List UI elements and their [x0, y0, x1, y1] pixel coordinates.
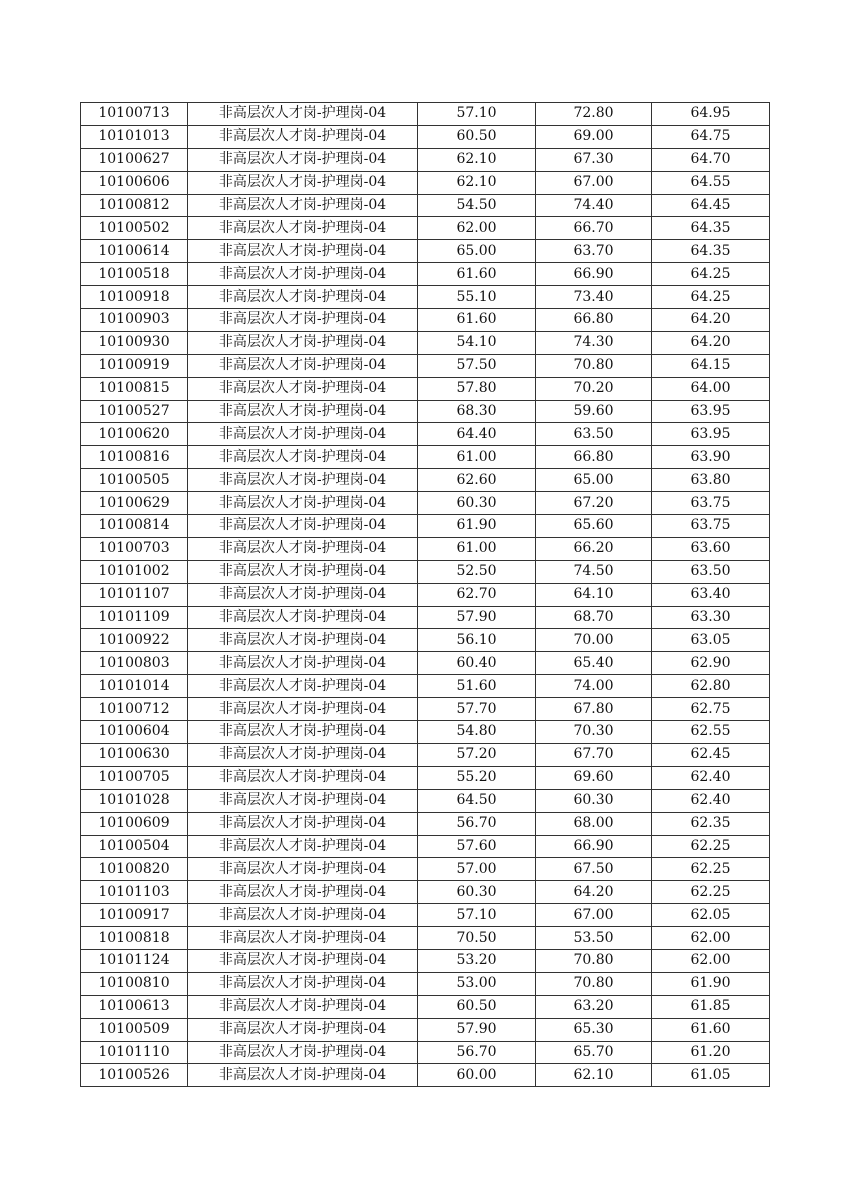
candidate-id-cell: 10100606: [81, 171, 188, 194]
total-score-cell: 64.45: [652, 194, 770, 217]
candidate-id-cell: 10100527: [81, 400, 188, 423]
total-score-cell: 62.05: [652, 904, 770, 927]
total-score-cell: 63.95: [652, 423, 770, 446]
total-score-cell: 63.50: [652, 560, 770, 583]
total-score-cell: 64.25: [652, 263, 770, 286]
candidate-id-cell: 10100604: [81, 721, 188, 744]
candidate-id-cell: 10100504: [81, 835, 188, 858]
table-row: [81, 812, 770, 835]
written-score-cell: 61.90: [418, 515, 536, 538]
interview-score-cell: 68.00: [536, 812, 652, 835]
total-score-cell: 63.40: [652, 583, 770, 606]
candidate-id-cell: 10101107: [81, 583, 188, 606]
total-score-cell: 64.35: [652, 217, 770, 240]
table-row: [81, 331, 770, 354]
interview-score-cell: 74.00: [536, 675, 652, 698]
table-row: [81, 972, 770, 995]
written-score-cell: 64.50: [418, 789, 536, 812]
table-row: [81, 721, 770, 744]
table-row: [81, 103, 770, 126]
total-score-cell: 64.55: [652, 171, 770, 194]
position-cell: 非高层次人才岗-护理岗-04: [188, 263, 418, 286]
written-score-cell: 54.50: [418, 194, 536, 217]
table-row: [81, 469, 770, 492]
interview-score-cell: 70.00: [536, 629, 652, 652]
table-row: [81, 560, 770, 583]
interview-score-cell: 69.00: [536, 125, 652, 148]
candidate-id-cell: 10101103: [81, 881, 188, 904]
written-score-cell: 54.80: [418, 721, 536, 744]
position-cell: 非高层次人才岗-护理岗-04: [188, 881, 418, 904]
total-score-cell: 63.80: [652, 469, 770, 492]
total-score-cell: 62.25: [652, 835, 770, 858]
position-cell: 非高层次人才岗-护理岗-04: [188, 103, 418, 126]
interview-score-cell: 66.80: [536, 446, 652, 469]
written-score-cell: 57.60: [418, 835, 536, 858]
table-row: [81, 1041, 770, 1064]
total-score-cell: 63.05: [652, 629, 770, 652]
position-cell: 非高层次人才岗-护理岗-04: [188, 377, 418, 400]
candidate-id-cell: 10101028: [81, 789, 188, 812]
interview-score-cell: 65.40: [536, 652, 652, 675]
table-row: [81, 171, 770, 194]
position-cell: 非高层次人才岗-护理岗-04: [188, 766, 418, 789]
candidate-id-cell: 10100814: [81, 515, 188, 538]
table-row: [81, 766, 770, 789]
total-score-cell: 62.00: [652, 949, 770, 972]
table-row: [81, 995, 770, 1018]
interview-score-cell: 74.50: [536, 560, 652, 583]
position-cell: 非高层次人才岗-护理岗-04: [188, 927, 418, 950]
position-cell: 非高层次人才岗-护理岗-04: [188, 309, 418, 332]
candidate-id-cell: 10100812: [81, 194, 188, 217]
written-score-cell: 57.80: [418, 377, 536, 400]
interview-score-cell: 66.90: [536, 263, 652, 286]
table-row: [81, 125, 770, 148]
interview-score-cell: 63.20: [536, 995, 652, 1018]
candidate-id-cell: 10101014: [81, 675, 188, 698]
total-score-cell: 64.00: [652, 377, 770, 400]
candidate-id-cell: 10100614: [81, 240, 188, 263]
interview-score-cell: 69.60: [536, 766, 652, 789]
candidate-id-cell: 10100518: [81, 263, 188, 286]
interview-score-cell: 64.10: [536, 583, 652, 606]
candidate-id-cell: 10100820: [81, 858, 188, 881]
candidate-id-cell: 10100816: [81, 446, 188, 469]
table-row: [81, 904, 770, 927]
candidate-id-cell: 10100609: [81, 812, 188, 835]
table-row: [81, 858, 770, 881]
position-cell: 非高层次人才岗-护理岗-04: [188, 1064, 418, 1087]
candidate-id-cell: 10100803: [81, 652, 188, 675]
total-score-cell: 62.40: [652, 789, 770, 812]
interview-score-cell: 63.50: [536, 423, 652, 446]
position-cell: 非高层次人才岗-护理岗-04: [188, 629, 418, 652]
total-score-cell: 63.75: [652, 492, 770, 515]
position-cell: 非高层次人才岗-护理岗-04: [188, 995, 418, 1018]
position-cell: 非高层次人才岗-护理岗-04: [188, 515, 418, 538]
candidate-id-cell: 10100818: [81, 927, 188, 950]
total-score-cell: 62.00: [652, 927, 770, 950]
written-score-cell: 61.60: [418, 309, 536, 332]
candidate-id-cell: 10100705: [81, 766, 188, 789]
position-cell: 非高层次人才岗-护理岗-04: [188, 286, 418, 309]
total-score-cell: 64.20: [652, 309, 770, 332]
candidate-id-cell: 10100620: [81, 423, 188, 446]
interview-score-cell: 74.40: [536, 194, 652, 217]
written-score-cell: 61.00: [418, 446, 536, 469]
written-score-cell: 68.30: [418, 400, 536, 423]
total-score-cell: 61.20: [652, 1041, 770, 1064]
candidate-id-cell: 10100627: [81, 148, 188, 171]
table-row: [81, 835, 770, 858]
candidate-id-cell: 10100919: [81, 354, 188, 377]
table-row: [81, 789, 770, 812]
table-row: [81, 286, 770, 309]
written-score-cell: 61.60: [418, 263, 536, 286]
total-score-cell: 62.40: [652, 766, 770, 789]
score-table-body: [81, 103, 770, 1087]
table-row: [81, 583, 770, 606]
table-row: [81, 400, 770, 423]
candidate-id-cell: 10100526: [81, 1064, 188, 1087]
interview-score-cell: 68.70: [536, 606, 652, 629]
written-score-cell: 57.10: [418, 904, 536, 927]
total-score-cell: 64.25: [652, 286, 770, 309]
table-row: [81, 377, 770, 400]
total-score-cell: 64.20: [652, 331, 770, 354]
written-score-cell: 60.30: [418, 881, 536, 904]
written-score-cell: 60.50: [418, 125, 536, 148]
table-row: [81, 194, 770, 217]
total-score-cell: 63.90: [652, 446, 770, 469]
table-row: [81, 1018, 770, 1041]
position-cell: 非高层次人才岗-护理岗-04: [188, 354, 418, 377]
written-score-cell: 57.50: [418, 354, 536, 377]
interview-score-cell: 70.80: [536, 354, 652, 377]
candidate-id-cell: 10100815: [81, 377, 188, 400]
total-score-cell: 61.60: [652, 1018, 770, 1041]
written-score-cell: 56.70: [418, 1041, 536, 1064]
written-score-cell: 61.00: [418, 537, 536, 560]
table-row: [81, 629, 770, 652]
position-cell: 非高层次人才岗-护理岗-04: [188, 492, 418, 515]
written-score-cell: 55.20: [418, 766, 536, 789]
interview-score-cell: 59.60: [536, 400, 652, 423]
position-cell: 非高层次人才岗-护理岗-04: [188, 835, 418, 858]
candidate-id-cell: 10100930: [81, 331, 188, 354]
total-score-cell: 62.45: [652, 743, 770, 766]
table-row: [81, 1064, 770, 1087]
interview-score-cell: 67.20: [536, 492, 652, 515]
candidate-id-cell: 10101002: [81, 560, 188, 583]
candidate-id-cell: 10101109: [81, 606, 188, 629]
table-row: [81, 148, 770, 171]
written-score-cell: 62.00: [418, 217, 536, 240]
interview-score-cell: 66.90: [536, 835, 652, 858]
total-score-cell: 63.75: [652, 515, 770, 538]
written-score-cell: 70.50: [418, 927, 536, 950]
position-cell: 非高层次人才岗-护理岗-04: [188, 537, 418, 560]
written-score-cell: 56.10: [418, 629, 536, 652]
position-cell: 非高层次人才岗-护理岗-04: [188, 1041, 418, 1064]
position-cell: 非高层次人才岗-护理岗-04: [188, 972, 418, 995]
total-score-cell: 61.85: [652, 995, 770, 1018]
position-cell: 非高层次人才岗-护理岗-04: [188, 949, 418, 972]
interview-score-cell: 70.20: [536, 377, 652, 400]
position-cell: 非高层次人才岗-护理岗-04: [188, 1018, 418, 1041]
candidate-id-cell: 10101124: [81, 949, 188, 972]
interview-score-cell: 67.70: [536, 743, 652, 766]
position-cell: 非高层次人才岗-护理岗-04: [188, 904, 418, 927]
written-score-cell: 60.40: [418, 652, 536, 675]
position-cell: 非高层次人才岗-护理岗-04: [188, 423, 418, 446]
position-cell: 非高层次人才岗-护理岗-04: [188, 721, 418, 744]
total-score-cell: 62.25: [652, 881, 770, 904]
position-cell: 非高层次人才岗-护理岗-04: [188, 125, 418, 148]
interview-score-cell: 66.80: [536, 309, 652, 332]
score-table: [80, 102, 770, 1087]
interview-score-cell: 67.00: [536, 171, 652, 194]
table-row: [81, 675, 770, 698]
table-row: [81, 515, 770, 538]
written-score-cell: 56.70: [418, 812, 536, 835]
position-cell: 非高层次人才岗-护理岗-04: [188, 331, 418, 354]
total-score-cell: 64.70: [652, 148, 770, 171]
candidate-id-cell: 10100509: [81, 1018, 188, 1041]
written-score-cell: 62.10: [418, 171, 536, 194]
written-score-cell: 55.10: [418, 286, 536, 309]
written-score-cell: 62.70: [418, 583, 536, 606]
interview-score-cell: 64.20: [536, 881, 652, 904]
position-cell: 非高层次人才岗-护理岗-04: [188, 400, 418, 423]
table-row: [81, 423, 770, 446]
table-row: [81, 217, 770, 240]
candidate-id-cell: 10100703: [81, 537, 188, 560]
written-score-cell: 57.90: [418, 1018, 536, 1041]
interview-score-cell: 62.10: [536, 1064, 652, 1087]
table-row: [81, 927, 770, 950]
written-score-cell: 57.90: [418, 606, 536, 629]
total-score-cell: 61.90: [652, 972, 770, 995]
candidate-id-cell: 10100810: [81, 972, 188, 995]
written-score-cell: 53.00: [418, 972, 536, 995]
position-cell: 非高层次人才岗-护理岗-04: [188, 583, 418, 606]
written-score-cell: 53.20: [418, 949, 536, 972]
candidate-id-cell: 10100903: [81, 309, 188, 332]
interview-score-cell: 65.60: [536, 515, 652, 538]
written-score-cell: 57.70: [418, 698, 536, 721]
written-score-cell: 60.30: [418, 492, 536, 515]
position-cell: 非高层次人才岗-护理岗-04: [188, 675, 418, 698]
table-row: [81, 698, 770, 721]
interview-score-cell: 66.20: [536, 537, 652, 560]
total-score-cell: 62.80: [652, 675, 770, 698]
table-row: [81, 446, 770, 469]
position-cell: 非高层次人才岗-护理岗-04: [188, 446, 418, 469]
position-cell: 非高层次人才岗-护理岗-04: [188, 194, 418, 217]
position-cell: 非高层次人才岗-护理岗-04: [188, 789, 418, 812]
position-cell: 非高层次人才岗-护理岗-04: [188, 560, 418, 583]
position-cell: 非高层次人才岗-护理岗-04: [188, 698, 418, 721]
interview-score-cell: 65.00: [536, 469, 652, 492]
position-cell: 非高层次人才岗-护理岗-04: [188, 858, 418, 881]
table-row: [81, 309, 770, 332]
candidate-id-cell: 10101013: [81, 125, 188, 148]
total-score-cell: 62.25: [652, 858, 770, 881]
total-score-cell: 63.30: [652, 606, 770, 629]
written-score-cell: 60.00: [418, 1064, 536, 1087]
interview-score-cell: 72.80: [536, 103, 652, 126]
candidate-id-cell: 10100505: [81, 469, 188, 492]
candidate-id-cell: 10100922: [81, 629, 188, 652]
written-score-cell: 52.50: [418, 560, 536, 583]
total-score-cell: 64.35: [652, 240, 770, 263]
table-row: [81, 652, 770, 675]
table-row: [81, 537, 770, 560]
total-score-cell: 64.15: [652, 354, 770, 377]
interview-score-cell: 53.50: [536, 927, 652, 950]
table-row: [81, 881, 770, 904]
candidate-id-cell: 10100629: [81, 492, 188, 515]
candidate-id-cell: 10100918: [81, 286, 188, 309]
candidate-id-cell: 10100613: [81, 995, 188, 1018]
total-score-cell: 61.05: [652, 1064, 770, 1087]
position-cell: 非高层次人才岗-护理岗-04: [188, 812, 418, 835]
interview-score-cell: 70.30: [536, 721, 652, 744]
interview-score-cell: 74.30: [536, 331, 652, 354]
candidate-id-cell: 10100630: [81, 743, 188, 766]
candidate-id-cell: 10100712: [81, 698, 188, 721]
total-score-cell: 62.90: [652, 652, 770, 675]
total-score-cell: 62.75: [652, 698, 770, 721]
table-row: [81, 263, 770, 286]
interview-score-cell: 63.70: [536, 240, 652, 263]
interview-score-cell: 67.80: [536, 698, 652, 721]
interview-score-cell: 73.40: [536, 286, 652, 309]
total-score-cell: 62.35: [652, 812, 770, 835]
position-cell: 非高层次人才岗-护理岗-04: [188, 171, 418, 194]
table-row: [81, 949, 770, 972]
written-score-cell: 64.40: [418, 423, 536, 446]
total-score-cell: 63.95: [652, 400, 770, 423]
position-cell: 非高层次人才岗-护理岗-04: [188, 469, 418, 492]
position-cell: 非高层次人才岗-护理岗-04: [188, 606, 418, 629]
written-score-cell: 54.10: [418, 331, 536, 354]
written-score-cell: 57.00: [418, 858, 536, 881]
interview-score-cell: 67.00: [536, 904, 652, 927]
written-score-cell: 60.50: [418, 995, 536, 1018]
interview-score-cell: 65.30: [536, 1018, 652, 1041]
table-row: [81, 354, 770, 377]
written-score-cell: 62.60: [418, 469, 536, 492]
position-cell: 非高层次人才岗-护理岗-04: [188, 148, 418, 171]
position-cell: 非高层次人才岗-护理岗-04: [188, 652, 418, 675]
total-score-cell: 63.60: [652, 537, 770, 560]
candidate-id-cell: 10100713: [81, 103, 188, 126]
candidate-id-cell: 10101110: [81, 1041, 188, 1064]
interview-score-cell: 70.80: [536, 949, 652, 972]
interview-score-cell: 65.70: [536, 1041, 652, 1064]
table-row: [81, 240, 770, 263]
candidate-id-cell: 10100917: [81, 904, 188, 927]
position-cell: 非高层次人才岗-护理岗-04: [188, 217, 418, 240]
written-score-cell: 51.60: [418, 675, 536, 698]
candidate-id-cell: 10100502: [81, 217, 188, 240]
written-score-cell: 65.00: [418, 240, 536, 263]
position-cell: 非高层次人才岗-护理岗-04: [188, 240, 418, 263]
written-score-cell: 62.10: [418, 148, 536, 171]
total-score-cell: 64.95: [652, 103, 770, 126]
table-row: [81, 743, 770, 766]
interview-score-cell: 60.30: [536, 789, 652, 812]
position-cell: 非高层次人才岗-护理岗-04: [188, 743, 418, 766]
written-score-cell: 57.10: [418, 103, 536, 126]
total-score-cell: 64.75: [652, 125, 770, 148]
written-score-cell: 57.20: [418, 743, 536, 766]
total-score-cell: 62.55: [652, 721, 770, 744]
interview-score-cell: 70.80: [536, 972, 652, 995]
table-row: [81, 606, 770, 629]
table-row: [81, 492, 770, 515]
interview-score-cell: 66.70: [536, 217, 652, 240]
interview-score-cell: 67.50: [536, 858, 652, 881]
interview-score-cell: 67.30: [536, 148, 652, 171]
